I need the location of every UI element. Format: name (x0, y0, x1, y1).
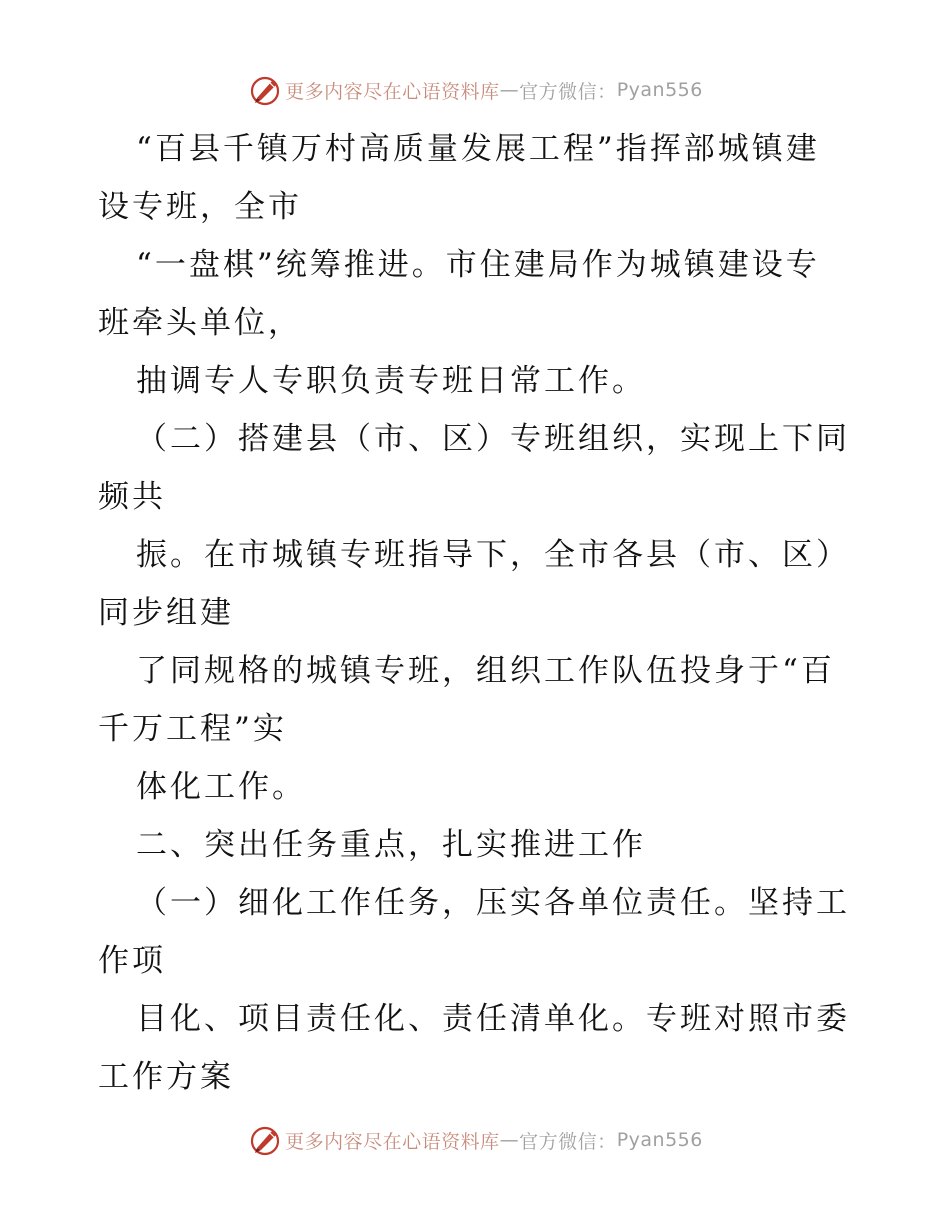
banner-dash: — (499, 79, 520, 101)
banner-main-text: 更多内容尽在心语资料库 (285, 1130, 500, 1153)
text-line: 班牵头单位， (98, 305, 302, 341)
text-line: “一盘棋”统筹推进。市住建局作为城镇建设专 (136, 247, 820, 283)
text-line: 同步组建 (98, 595, 234, 631)
header-watermark-banner (0, 72, 950, 108)
text-line: “百县千镇万村高质量发展工程”指挥部城镇建 (136, 131, 820, 167)
section-heading: 二、突出任务重点，扎实推进工作 (136, 827, 646, 863)
footer-watermark-banner (0, 1122, 950, 1158)
text-line: 设专班，全市 (98, 189, 302, 225)
text-line: 了同规格的城镇专班，组织工作队伍投身于“百 (136, 653, 835, 689)
text-line: 目化、项目责任化、责任清单化。专班对照市委 (136, 1001, 850, 1037)
text-line: 作项 (98, 943, 166, 979)
text-line: 千万工程”实 (98, 711, 287, 747)
text-line: 振。在市城镇专班指导下，全市各县（市、区） (136, 537, 850, 573)
text-line: （二）搭建县（市、区）专班组织，实现上下同 (136, 421, 850, 457)
text-line: 频共 (98, 479, 166, 515)
text-line: 抽调专人专职负责专班日常工作。 (136, 363, 646, 399)
pen-nib-logo-icon (247, 72, 283, 108)
banner-account: Pyan556 (616, 1129, 703, 1151)
banner-account: Pyan556 (616, 79, 703, 101)
text-line: （一）细化工作任务，压实各单位责任。坚持工 (136, 885, 850, 921)
banner-official-label: 官方微信： (519, 1130, 617, 1153)
banner-official-label: 官方微信： (519, 80, 617, 103)
document-body (98, 120, 858, 1106)
text-line: 工作方案 (98, 1059, 234, 1095)
text-line: 体化工作。 (136, 769, 306, 805)
banner-dash: — (499, 1129, 520, 1151)
pen-nib-logo-icon (247, 1122, 283, 1158)
banner-main-text: 更多内容尽在心语资料库 (285, 80, 500, 103)
